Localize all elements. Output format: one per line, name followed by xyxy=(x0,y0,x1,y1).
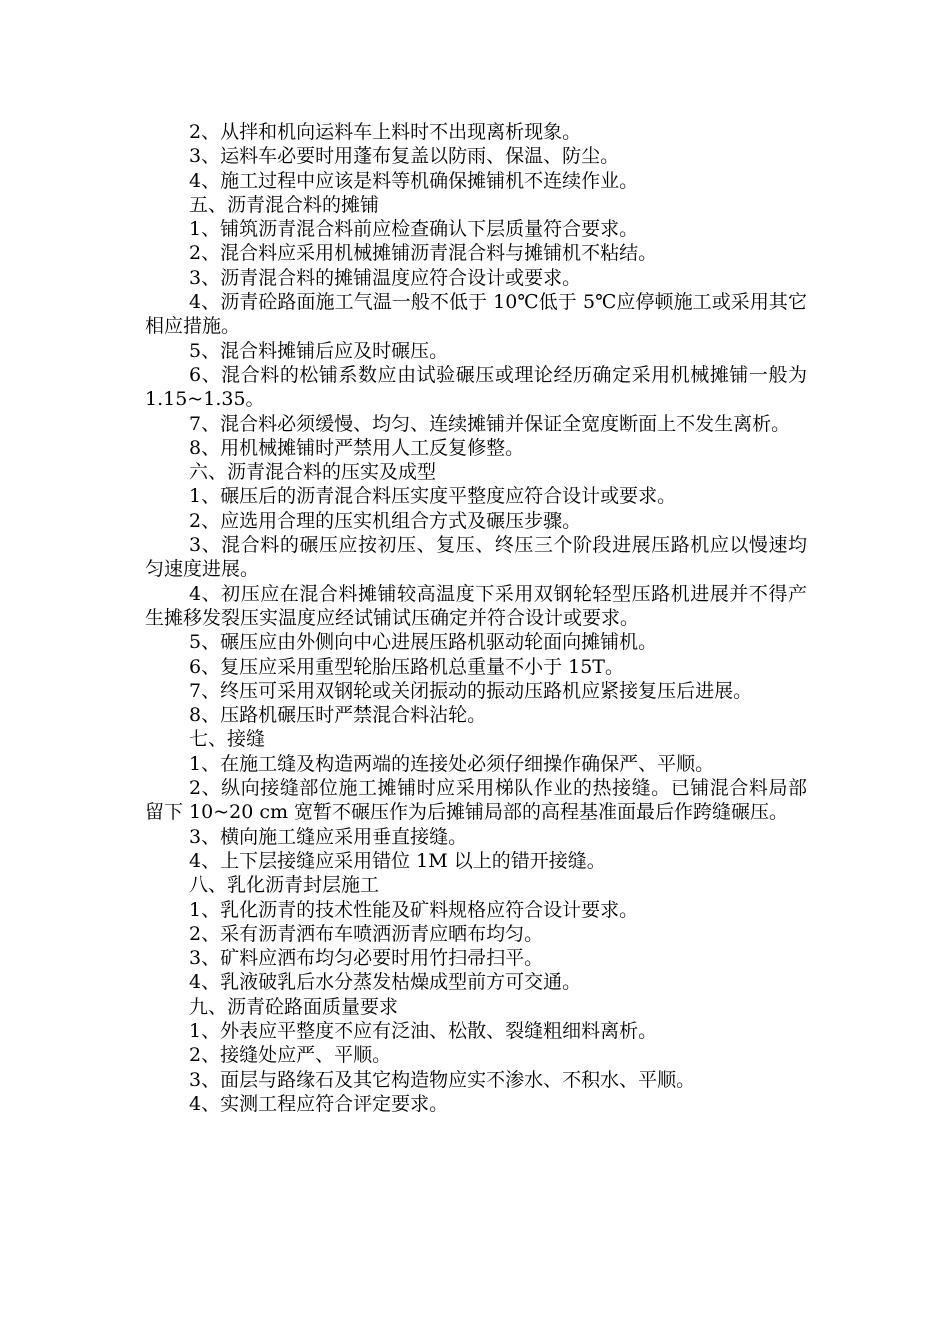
paragraph: 6、混合料的松铺系数应由试验碾压或理论经历确定采用机械摊铺一般为 1.15~1.35。 xyxy=(145,363,807,411)
section-heading: 八、乳化沥青封层施工 xyxy=(189,874,380,897)
paragraph: 8、用机械摊铺时严禁用人工反复修整。 xyxy=(189,436,525,459)
paragraph: 1、铺筑沥青混合料前应检查确认下层质量符合要求。 xyxy=(189,218,639,241)
paragraph: 3、运料车必要时用蓬布复盖以防雨、保温、防尘。 xyxy=(189,145,620,168)
paragraph: 3、横向施工缝应采用垂直接缝。 xyxy=(189,825,468,848)
paragraph: 4、施工过程中应该是料等机确保摊铺机不连续作业。 xyxy=(189,169,639,192)
paragraph: 3、混合料的碾压应按初压、复压、终压三个阶段进展压路机应以慢速均匀速度进展。 xyxy=(145,534,807,581)
paragraph: 1、在施工缝及构造两端的连接处必须仔细操作确保严、平顺。 xyxy=(189,752,715,775)
section-heading: 六、沥青混合料的压实及成型 xyxy=(189,461,437,484)
paragraph: 8、压路机碾压时严禁混合料沾轮。 xyxy=(189,704,487,727)
paragraph: 2、混合料应采用机械摊铺沥青混合料与摊铺机不粘结。 xyxy=(189,242,658,265)
paragraph: 7、终压可采用双钢轮或关闭振动的振动压路机应紧接复压后进展。 xyxy=(189,679,753,702)
paragraph: 2、从拌和机向运料车上料时不出现离析现象。 xyxy=(189,121,582,143)
paragraph: 4、上下层接缝应采用错位 1M 以上的错开接缝。 xyxy=(189,849,606,872)
paragraph: 4、乳液破乳后水分蒸发枯燥成型前方可交通。 xyxy=(189,971,582,994)
paragraph: 1、外表应平整度不应有泛油、松散、裂缝粗细料离析。 xyxy=(189,1019,658,1042)
paragraph: 1、碾压后的沥青混合料压实度平整度应符合设计或要求。 xyxy=(189,485,677,508)
paragraph: 7、混合料必须缓慢、均匀、连续摊铺并保证全宽度断面上不发生离析。 xyxy=(189,412,791,435)
paragraph: 4、沥青砼路面施工气温一般不低于 10℃低于 5℃应停顿施工或采用其它相应措施。 xyxy=(145,291,807,338)
paragraph: 5、碾压应由外侧向中心进展压路机驱动轮面向摊铺机。 xyxy=(189,631,658,654)
paragraph: 2、应选用合理的压实机组合方式及碾压步骤。 xyxy=(189,509,582,532)
paragraph: 3、沥青混合料的摊铺温度应符合设计或要求。 xyxy=(189,266,582,289)
paragraph: 2、采有沥青洒布车喷洒沥青应晒布均匀。 xyxy=(189,922,544,945)
paragraph: 1、乳化沥青的技术性能及矿料规格应符合设计要求。 xyxy=(189,898,639,921)
section-heading: 五、沥青混合料的摊铺 xyxy=(189,193,380,216)
document-body xyxy=(145,120,807,1116)
paragraph: 4、实测工程应符合评定要求。 xyxy=(189,1092,449,1115)
paragraph: 4、初压应在混合料摊铺较高温度下采用双钢轮轻型压路机进展并不得产生摊移发裂压实温度应经试铺试压确定并符合设计或要求。 xyxy=(145,582,807,629)
paragraph: 5、混合料摊铺后应及时碾压。 xyxy=(189,339,449,362)
paragraph: 3、矿料应洒布均匀必要时用竹扫帚扫平。 xyxy=(189,947,544,970)
paragraph: 2、纵向接缝部位施工摊铺时应采用梯队作业的热接缝。已铺混合料局部留下 10~20 cm 宽暂不碾压作为后摊铺局部的高程基准面最后作跨缝碾压。 xyxy=(145,777,807,824)
section-heading: 九、沥青砼路面质量要求 xyxy=(189,995,399,1018)
paragraph: 2、接缝处应严、平顺。 xyxy=(189,1044,392,1067)
paragraph: 6、复压应采用重型轮胎压路机总重量不小于 15T。 xyxy=(189,655,624,678)
paragraph: 3、面层与路缘石及其它构造物应实不渗水、不积水、平顺。 xyxy=(189,1068,696,1091)
section-heading: 七、接缝 xyxy=(189,728,266,751)
